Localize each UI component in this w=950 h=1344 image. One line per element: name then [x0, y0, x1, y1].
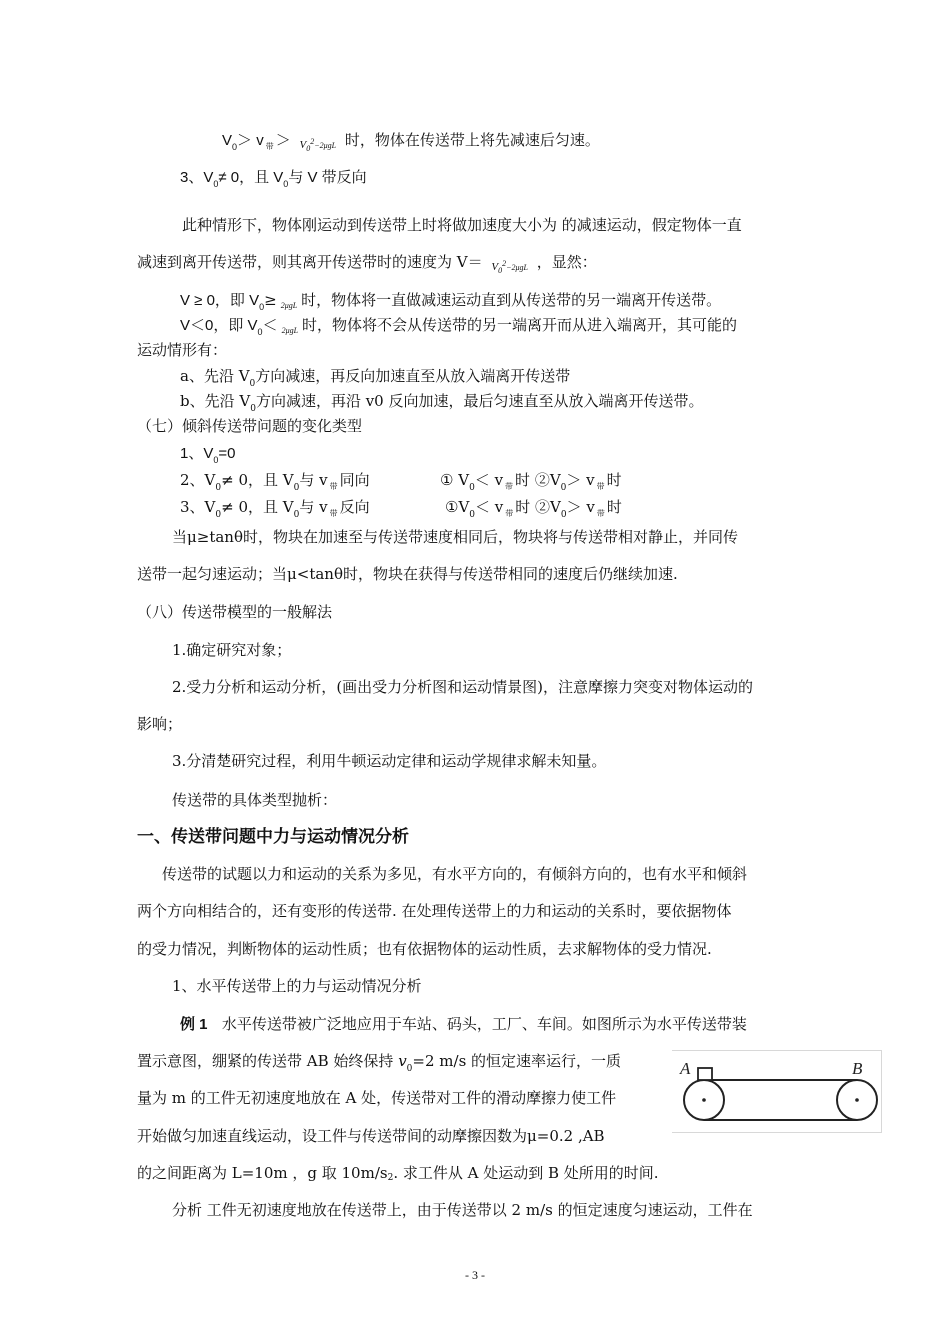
formula: 2μgL	[281, 326, 299, 335]
line-20: 3.分清楚研究过程，利用牛顿运动定律和运动学规律求解未知量。	[172, 752, 607, 770]
page-number: - 3 -	[465, 1268, 485, 1282]
line-2: 3、$V_0\ne 0$，且 $V_0$与 V 带反向	[180, 169, 367, 189]
line-19: 影响；	[137, 715, 183, 733]
formula: 2μgL	[280, 301, 298, 310]
line-3: 此种情形下，物体刚运动到传送带上时将做加速度大小为 的减速运动，假定物体一直	[182, 216, 742, 234]
line-13: 3、$V_0\ne 0$，且 $V_0$与 v $_带$ 反向	[180, 498, 370, 520]
paragraph-2: 两个方向相结合的，还有变形的传送带. 在处理传送带上的力和运动的关系时，要依据物体	[137, 902, 732, 920]
line-15: 送带一起匀速运动；当μ<tanθ时，物块在获得与传送带相同的速度后仍继续加速.	[137, 565, 678, 583]
conveyor-belt-diagram	[672, 1050, 882, 1133]
line-7: 运动情形有：	[137, 341, 228, 359]
line-8: a、先沿 $V_0$方向减速，再反向加速直至从放入端离开传送带	[180, 367, 571, 389]
workpiece	[698, 1068, 712, 1080]
formula: V02−2μgL	[299, 137, 337, 153]
example-line-5: 的之间距离为 L=10m ，g 取 10m/s2. 求工件从 A 处运动到 B 处所用的时间.	[137, 1164, 659, 1183]
label-b: B	[852, 1059, 863, 1078]
section-heading-8: （八）传送带模型的一般解法	[137, 603, 333, 621]
example-line-2: 置示意图，绷紧的传送带 AB 始终保持 $v_0=2$ m/s 的恒定速率运行，一质	[137, 1052, 622, 1074]
line-4: 减速到离开传送带，则其离开传送带时的速度为 V＝ $_{V_0^2-2\mu gL}$ ，显然：	[137, 253, 597, 275]
sub-heading-1: 1、水平传送带上的力与运动情况分析	[172, 977, 422, 995]
line-14: 当μ≥tanθ时，物块在加速至与传送带速度相同后，物块将与传送带相对静止，并同传	[172, 528, 738, 546]
label-a: A	[680, 1059, 691, 1078]
example-line-3: 量为 m 的工件无初速度地放在 A 处，传送带对工件的滑动摩擦力使工件	[137, 1089, 617, 1107]
formula: V02−2μgL	[491, 259, 528, 275]
line-12: 2、$V_0\ne 0$，且 $V_0$与 v $_带$ 同向	[180, 471, 370, 493]
section-heading-1: 一、传送带问题中力与运动情况分析	[137, 827, 409, 847]
line-13-cases: $①V_0< v$ $_带$ 时 $②V_0> v$ $_带$ 时	[445, 498, 622, 520]
paragraph-1: 传送带的试题以力和运动的关系为多见，有水平方向的，有倾斜方向的，也有水平和倾斜	[162, 865, 748, 883]
line-12-cases: ① $V_0< v$ $_带$ 时 $②V_0> v$ $_带$ 时	[440, 471, 622, 493]
line-11: 1、$V_0=0$	[180, 445, 236, 465]
line-17: 1.确定研究对象；	[172, 641, 292, 659]
conveyor-belt-figure	[672, 1050, 882, 1133]
line-5: V ≥ 0，即 $V_0\ge _{2\mu gL}$ 时，物体将一直做减速运动直到从传送带的另一端离开传送带。	[180, 291, 722, 312]
analysis-line-1: 分析 工件无初速度地放在传送带上，由于传送带以 2 m/s 的恒定速度匀速运动，工件在	[172, 1201, 753, 1219]
line-1: $V_0> v$ $_带$ ＞ $_{V_0^2-2\mu gL}$ 时，物体在传送带上将先减速后匀速。	[222, 131, 600, 153]
line-6: V＜0，即 $V_0< _{2\mu gL}$ 时，物体将不会从传送带的另一端离开而从进入端离开，其可能的	[180, 316, 738, 337]
line-9: b、先沿 $V_0$方向减速，再沿 v0 反向加速，最后匀速直至从放入端离开传送带。	[180, 392, 704, 414]
section-heading-7: （七）倾斜传送带问题的变化类型	[137, 417, 363, 435]
example-line-4: 开始做匀加速直线运动，设工件与传送带间的动摩擦因数为μ=0.2 ,AB	[137, 1127, 605, 1145]
paragraph-3: 的受力情况，判断物体的运动性质；也有依据物体的运动性质，去求解物体的受力情况.	[137, 940, 712, 958]
example-line-1: 例 1 水平传送带被广泛地应用于车站、码头，工厂、车间。如图所示为水平传送带装	[180, 1015, 747, 1033]
line-18: 2.受力分析和运动分析，(画出受力分析图和运动情景图)，注意摩擦力突变对物体运动的	[172, 678, 754, 696]
line-21: 传送带的具体类型抛析：	[172, 791, 338, 809]
